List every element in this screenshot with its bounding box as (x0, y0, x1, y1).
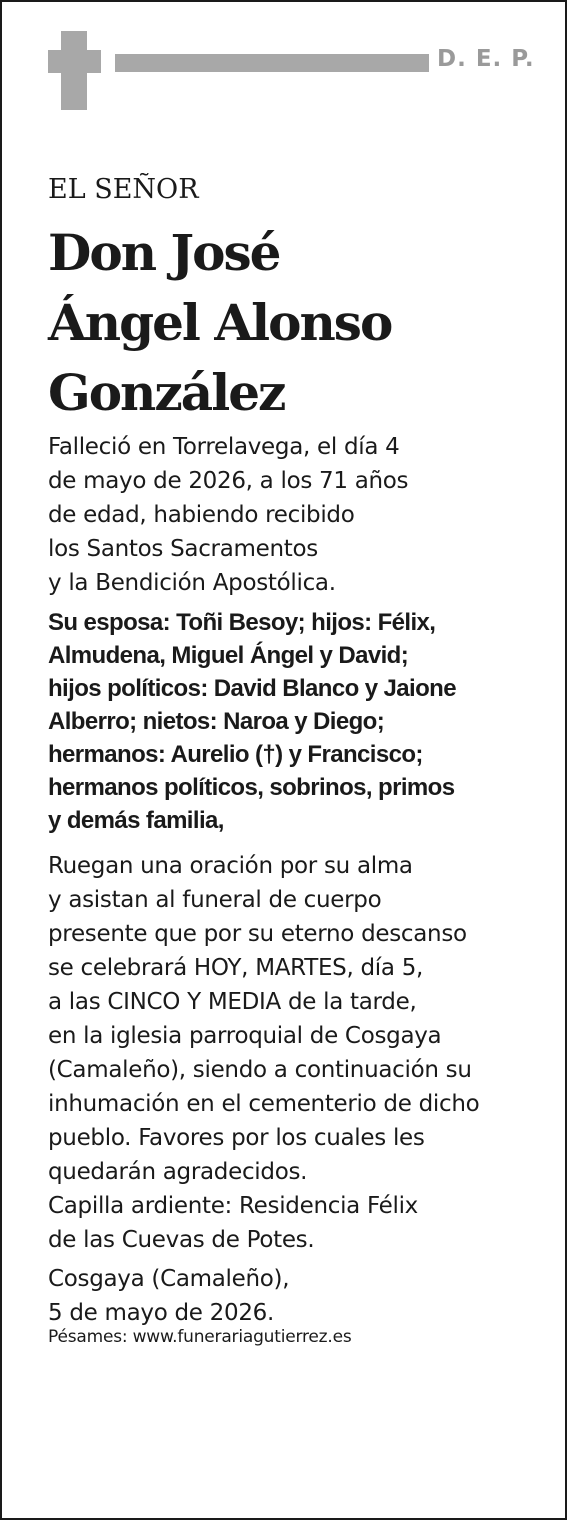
condolences-website: Pésames: www.funerariagutierrez.es (48, 1327, 352, 1347)
family-list (48, 606, 563, 837)
text-line: Su esposa: Toñi Besoy; hijos: Félix, (48, 609, 436, 636)
text-line: hermanos políticos, sobrinos, primos (48, 774, 455, 801)
death-details (48, 430, 548, 600)
text-line: hijos políticos: David Blanco y Jaione (48, 675, 456, 702)
text-line: Alberro; nietos: Naroa y Diego; (48, 708, 385, 735)
funeral-details (48, 849, 548, 1257)
text-line: 5 de mayo de 2026. (48, 1300, 275, 1326)
text-line: y demás familia, (48, 807, 224, 834)
text-line: hermanos: Aurelio (†) y Francisco; (48, 741, 423, 768)
text-line: se celebrará HOY, MARTES, día 5, (48, 955, 424, 981)
deceased-name (48, 218, 548, 428)
text-line: inhumación en el cementerio de dicho (48, 1091, 480, 1117)
text-line: Almudena, Miguel Ángel y David; (48, 642, 409, 669)
honorific: EL SEÑOR (48, 174, 199, 205)
text-line: a las CINCO Y MEDIA de la tarde, (48, 989, 417, 1015)
name-line: Don José (48, 223, 280, 282)
text-line: Capilla ardiente: Residencia Félix (48, 1193, 418, 1219)
text-line: Ruegan una oración por su alma (48, 853, 413, 879)
dep-label: D. E. P. (437, 46, 535, 72)
header-rule (115, 54, 429, 72)
text-line: los Santos Sacramentos (48, 536, 318, 562)
text-line: de las Cuevas de Potes. (48, 1227, 315, 1253)
name-line: González (48, 363, 285, 422)
place-date (48, 1262, 548, 1330)
text-line: Falleció en Torrelavega, el día 4 (48, 434, 400, 460)
text-line: pueblo. Favores por los cuales les (48, 1125, 425, 1151)
text-line: presente que por su eterno descanso (48, 921, 467, 947)
text-line: y asistan al funeral de cuerpo (48, 887, 382, 913)
cross-icon-bar (48, 50, 101, 73)
text-line: Cosgaya (Camaleño), (48, 1266, 290, 1292)
text-line: de mayo de 2026, a los 71 años (48, 468, 409, 494)
text-line: en la iglesia parroquial de Cosgaya (48, 1023, 442, 1049)
text-line: (Camaleño), siendo a continuación su (48, 1057, 472, 1083)
text-line: y la Bendición Apostólica. (48, 570, 336, 596)
text-line: de edad, habiendo recibido (48, 502, 355, 528)
text-line: quedarán agradecidos. (48, 1159, 308, 1185)
name-line: Ángel Alonso (48, 293, 392, 352)
